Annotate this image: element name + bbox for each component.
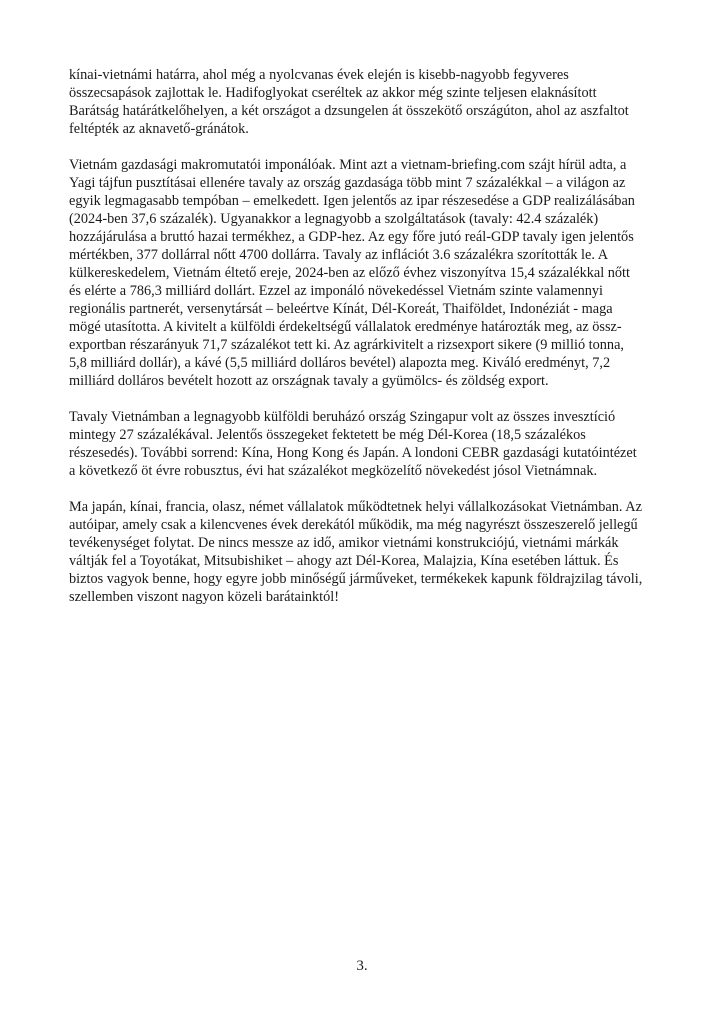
text-line: összecsapások zajlottak le. Hadifoglyokat cseréltek az akkor még szinte teljesen elaknásított xyxy=(69,85,597,101)
text-line: autóipar, amely csak a kilencvenes évek derekától működik, ma még nagyrészt összeszerelő jellegű xyxy=(69,517,638,533)
text-line: Vietnám gazdasági makromutatói imponálóak. Mint azt a vietnam-briefing.com szájt hírül adta, a xyxy=(69,157,627,173)
text-line: egyik legmagasabb tempóban – emelkedett. Igen jelentős az ipar részesedése a GDP realizálásában xyxy=(69,193,635,209)
paragraph xyxy=(69,498,653,606)
text-line: hozzájárulása a bruttó hazai termékhez, a GDP-hez. Az egy főre jutó reál-GDP tavaly igen jelentős xyxy=(69,229,634,245)
text-line: biztos vagyok benne, hogy egyre jobb minőségű járműveket, termékekek kapunk földrajzilag távoli, xyxy=(69,571,643,587)
text-line: mögé utasította. A kivitelt a külföldi érdekeltségű vállalatok eredménye határozták meg, az össz- xyxy=(69,319,622,335)
page-number: 3. xyxy=(356,958,368,974)
text-line: regionális partnerét, versenytársát – beleértve Kínát, Dél-Koreát, Thaiföldet, Indonéziát - maga xyxy=(69,301,613,317)
text-line: Tavaly Vietnámban a legnagyobb külföldi beruházó ország Szingapur volt az összes invesztíció xyxy=(69,409,616,425)
text-line: 5,8 milliárd dollár), a kávé (5,5 milliárd dolláros bevétel) alapozta meg. Kiváló eredményt, 7,2 xyxy=(69,355,611,371)
text-line: mintegy 27 százalékával. Jelentős összegeket fektetett be még Dél-Korea (18,5 százalékos xyxy=(69,427,586,443)
paragraph xyxy=(69,408,653,480)
text-line: Ma japán, kínai, francia, olasz, német vállalatok működtetnek helyi vállalkozásokat Vietnámban. Az xyxy=(69,499,642,515)
text-line: részesedés). További sorrend: Kína, Hong Kong és Japán. A londoni CEBR gazdasági kutatóintézet xyxy=(69,445,637,461)
text-line: és elérte a 786,3 milliárd dollárt. Ezzel az imponáló növekedéssel Vietnám szinte valamennyi xyxy=(69,283,604,299)
text-line: mértékben, 377 dollárral nőtt 4700 dollárra. Tavaly az inflációt 3.6 százalékra szorították le. A xyxy=(69,247,609,263)
text-line: Barátság határátkelőhelyen, a két országot a dzsungelen át összekötő országúton, ahol az aszfaltot xyxy=(69,103,629,119)
body-text xyxy=(69,66,653,624)
text-line: kínai-vietnámi határra, ahol még a nyolcvanas évek elején is kisebb-nagyobb fegyveres xyxy=(69,67,569,83)
text-line: Yagi tájfun pusztításai ellenére tavaly az ország gazdasága több mint 7 százalékkal – a világon az xyxy=(69,175,626,191)
text-line: tevékenységet folytat. De nincs messze az idő, amikor vietnámi konstrukciójú, vietnámi márkák xyxy=(69,535,619,551)
text-line: szellemben viszont nagyon közeli barátainktól! xyxy=(69,589,339,605)
text-line: exportban részarányuk 71,7 százalékot tett ki. Az agrárkivitelt a rizsexport sikere (9 millió tonna, xyxy=(69,337,625,353)
text-line: külkereskedelem, Vietnám éltető ereje, 2024-ben az előző évhez viszonyítva 15,4 százalékkal nőtt xyxy=(69,265,630,281)
text-line: váltják fel a Toyotákat, Mitsubishiket – ahogy azt Dél-Korea, Malajzia, Kína esetében láttuk. És xyxy=(69,553,619,569)
paragraph xyxy=(69,66,653,138)
paragraph xyxy=(69,156,653,390)
text-line: (2024-ben 37,6 százalék). Ugyanakkor a legnagyobb a szolgáltatások (tavaly: 42.4 százalék) xyxy=(69,211,599,227)
text-line: feltépték az aknavető-gránátok. xyxy=(69,121,249,137)
text-line: a következő öt évre robusztus, évi hat százalékot megközelítő növekedést jósol Vietnámnak. xyxy=(69,463,598,479)
text-line: milliárd dolláros bevételt hozott az országnak tavaly a gyümölcs- és zöldség export. xyxy=(69,373,549,389)
